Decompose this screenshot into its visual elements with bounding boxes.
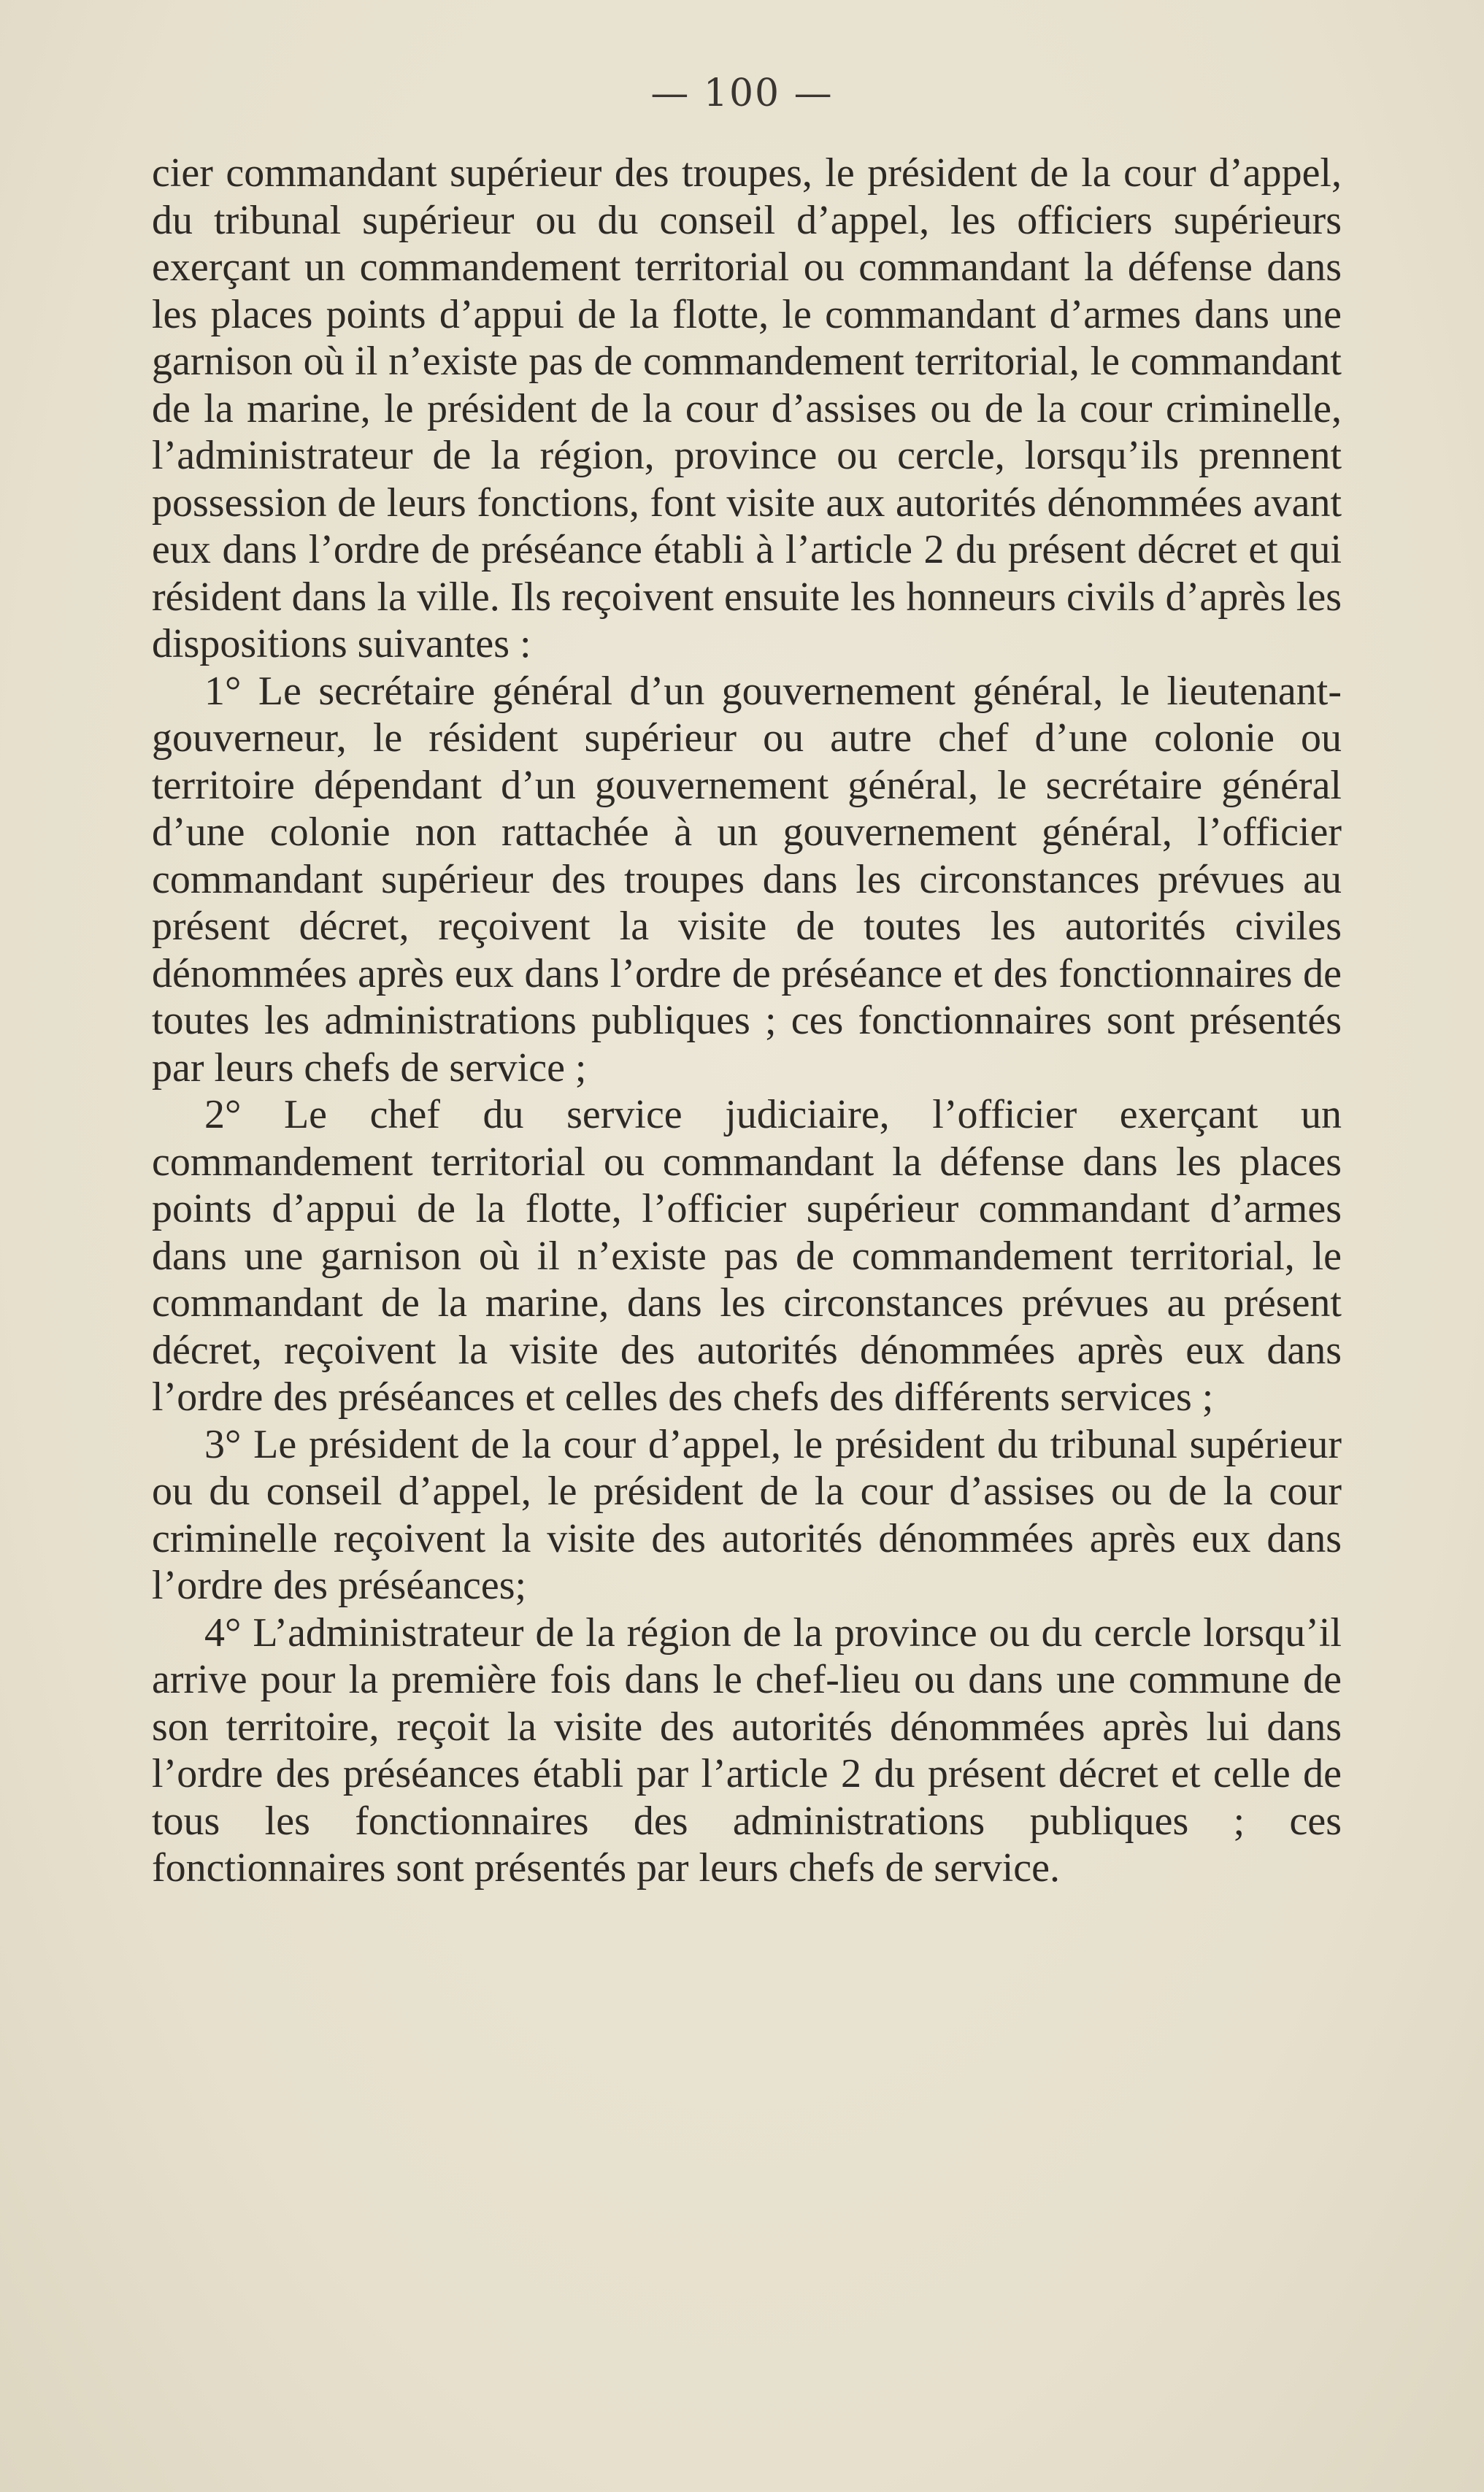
paragraph-item-3: 3° Le président de la cour d’appel, le président du tribunal supérieur ou du conseil d’appel, le président de la cour d’assises ou de la cour criminelle reçoivent la visite des autorités dénommées après eux dans l’ordre des préséances; (152, 1421, 1342, 1608)
paragraph-item-1: 1° Le secrétaire général d’un gouvernement général, le lieutenant-gouverneur, le résident supérieur ou autre chef d’une colonie ou territoire dépendant d’un gouvernement général, le secrétaire général d’une colonie non rattachée à un gouvernement général, l’officier commandant supérieur des troupes dans les circonstances prévues au présent décret, reçoivent la visite de toutes les autorités civiles dénommées après eux dans l’ordre de préséance et des fonctionnaires de toutes les administrations publiques ; ces fonctionnaires sont présentés par leurs chefs de service ; (152, 668, 1342, 1091)
body-text (152, 150, 1342, 1892)
paragraph-item-2: 2° Le chef du service judiciaire, l’officier exerçant un commandement territorial ou commandant la défense dans les places points d’appui de la flotte, l’officier supérieur commandant d’armes dans une garnison où il n’existe pas de commandement territorial, le commandant de la marine, dans les circonstances prévues au présent décret, reçoivent la visite des autorités dénommées après eux dans l’ordre des préséances et celles des chefs des différents services ; (152, 1092, 1342, 1420)
paragraph-item-4: 4° L’administrateur de la région de la province ou du cercle lorsqu’il arrive pour la première fois dans le chef-lieu ou dans une commune de son territoire, reçoit la visite des autorités dénommées après lui dans l’ordre des préséances établi par l’article 2 du présent décret et celle de tous les fonctionnaires des administrations publiques ; ces fonctionnaires sont présentés par leurs chefs de service. (152, 1610, 1342, 1891)
paragraph-continuation: cier commandant supérieur des troupes, le président de la cour d’appel, du tribunal supérieur ou du conseil d’appel, les officiers supérieurs exerçant un commandement territorial ou commandant la défense dans les places points d’appui de la flotte, le commandant d’armes dans une garnison où il n’existe pas de commandement territorial, le commandant de la marine, le président de la cour d’assises ou de la cour criminelle, l’administrateur de la région, province ou cercle, lorsqu’ils prennent possession de leurs fonctions, font visite aux autorités dénommées avant eux dans l’ordre de préséance établi à l’article 2 du présent décret et qui résident dans la ville. Ils reçoivent ensuite les honneurs civils d’après les dispositions suivantes : (152, 150, 1342, 666)
page-number: — 100 — (650, 72, 834, 115)
